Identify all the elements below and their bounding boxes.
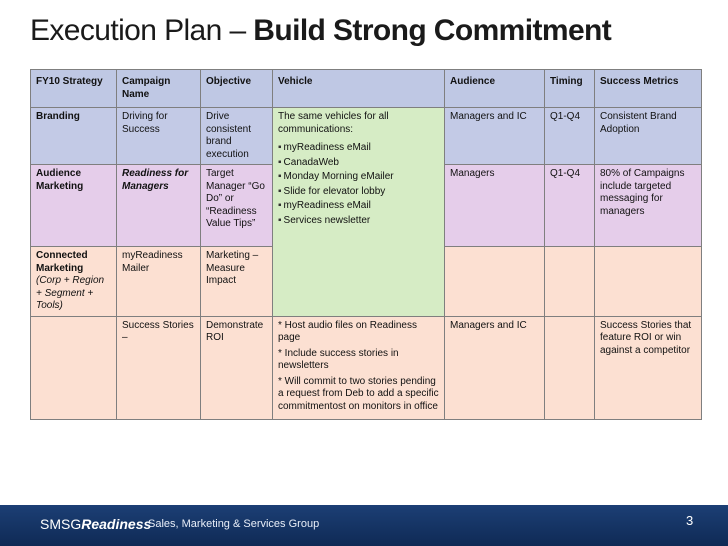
list-item: ▪ CanadaWeb: [278, 157, 439, 170]
cell-objective: Drive consistent brand execution: [201, 108, 273, 165]
title-bold: Build Strong Commitment: [253, 14, 612, 47]
list-item: ▪ myReadiness eMail: [278, 142, 439, 155]
cell-campaign: Readiness for Managers: [117, 165, 201, 247]
list-item: * Include success stories in newsletters: [278, 347, 399, 371]
header-timing: Timing: [545, 70, 595, 108]
smsg-readiness-logo: [40, 516, 151, 532]
logo-bold: Readiness: [81, 516, 152, 532]
footer-tagline: Sales, Marketing & Services Group: [148, 518, 320, 530]
cell-objective: Target Manager “Go Do” or “Readiness Value Tips”: [201, 165, 273, 247]
cell-campaign: myReadiness Mailer: [117, 247, 201, 317]
execution-plan-table: [30, 69, 702, 420]
list-item: ▪ myReadiness eMail: [278, 200, 439, 213]
cell-campaign: Success Stories –: [117, 316, 201, 420]
cell-metrics: Consistent Brand Adoption: [595, 108, 702, 165]
cell-strategy: [31, 247, 117, 317]
cell-vehicle-shared: [273, 108, 445, 317]
vehicle-list: [278, 142, 439, 227]
cell-metrics: Success Stories that feature ROI or win against a competitor: [595, 316, 702, 420]
cell-timing: [545, 316, 595, 420]
cell-objective: Demonstrate ROI: [201, 316, 273, 420]
list-item: * Will commit to two stories pending a request from Deb to add a specific commitmentost on monitors in office: [278, 375, 439, 412]
cell-campaign: Driving for Success: [117, 108, 201, 165]
page-number: 3: [686, 513, 694, 528]
cell-strategy: Audience Marketing: [31, 165, 117, 247]
table-row: [31, 316, 702, 420]
cell-timing: Q1-Q4: [545, 108, 595, 165]
list-item: ▪ Slide for elevator lobby: [278, 186, 439, 199]
list-item: ▪ Monday Morning eMailer: [278, 171, 439, 184]
cell-audience: [445, 247, 545, 317]
strategy-label: Connected Marketing: [36, 250, 88, 274]
list-item: * Host audio files on Readiness page: [278, 319, 417, 343]
header-strategy: FY10 Strategy: [31, 70, 117, 108]
cell-audience: Managers: [445, 165, 545, 247]
header-audience: Audience: [445, 70, 545, 108]
footer-bar: [0, 505, 728, 546]
vehicle-intro: The same vehicles for all communications:: [278, 111, 389, 135]
cell-vehicle: [273, 316, 445, 420]
cell-audience: Managers and IC: [445, 108, 545, 165]
cell-strategy: Branding: [31, 108, 117, 165]
header-objective: Objective: [201, 70, 273, 108]
cell-strategy: [31, 316, 117, 420]
header-campaign: Campaign Name: [117, 70, 201, 108]
cell-timing: [545, 247, 595, 317]
logo-prefix: SMSG: [40, 516, 82, 532]
page-title: [30, 14, 611, 48]
table-header-row: [31, 70, 702, 108]
header-vehicle: Vehicle: [273, 70, 445, 108]
table-row: [31, 108, 702, 165]
list-item: ▪ Services newsletter: [278, 215, 439, 228]
strategy-sublabel: (Corp + Region + Segment + Tools): [36, 275, 105, 311]
cell-audience: Managers and IC: [445, 316, 545, 420]
cell-metrics: [595, 247, 702, 317]
cell-metrics: 80% of Campaigns include targeted messaging for managers: [595, 165, 702, 247]
title-normal: Execution Plan –: [30, 14, 254, 47]
cell-timing: Q1-Q4: [545, 165, 595, 247]
cell-objective: Marketing – Measure Impact: [201, 247, 273, 317]
header-metrics: Success Metrics: [595, 70, 702, 108]
